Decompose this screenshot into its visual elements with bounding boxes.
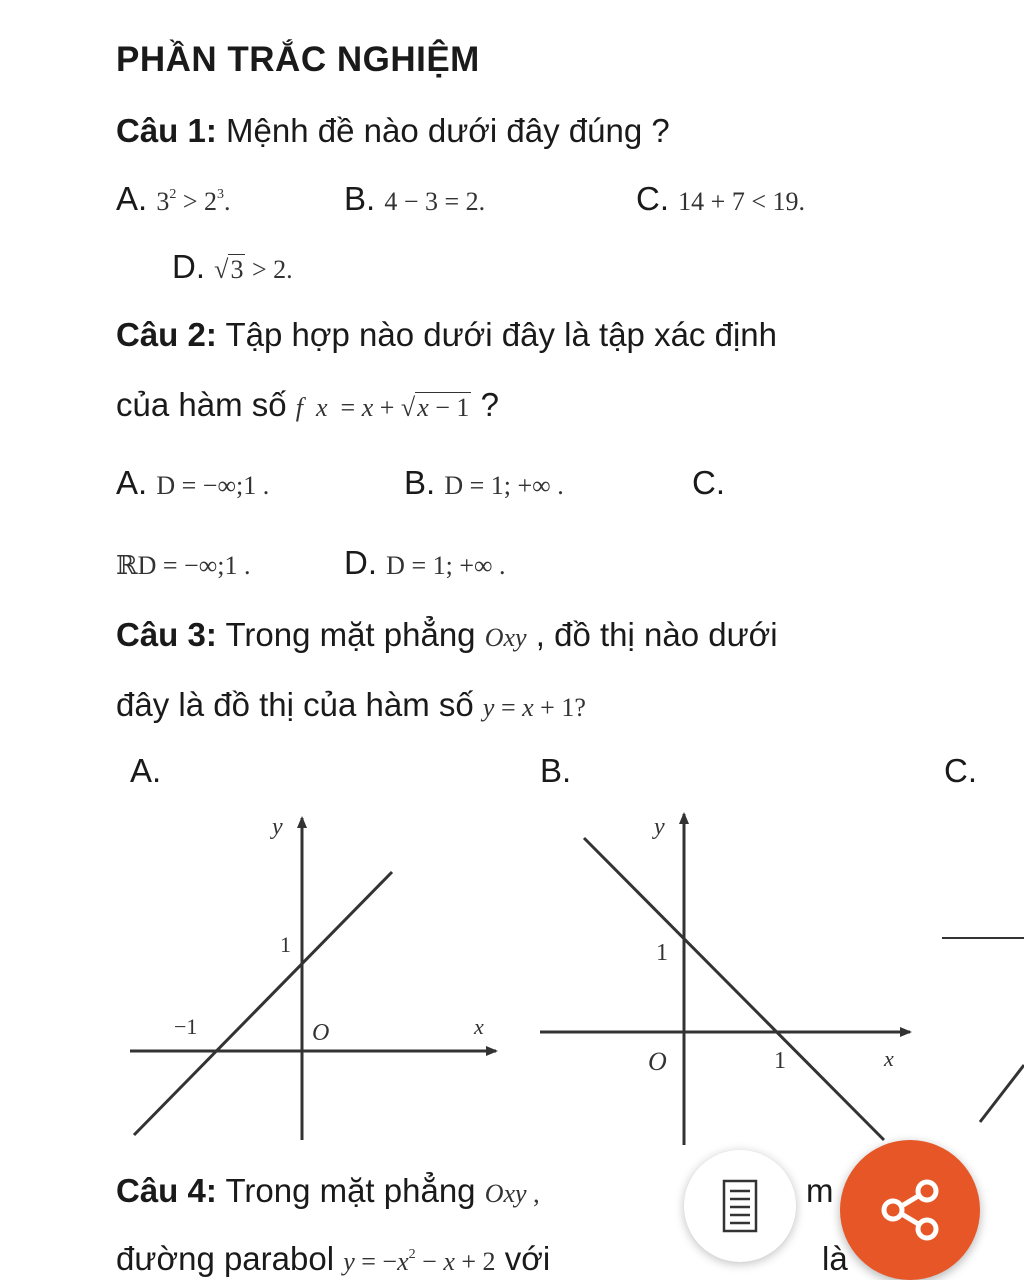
q2-option-a[interactable] [116, 464, 269, 502]
question-3-label: Câu 3: [116, 616, 217, 653]
graph-b-y-label: y [654, 814, 665, 840]
q3-option-c[interactable]: C. [944, 752, 977, 789]
question-2 [116, 316, 777, 354]
q2-option-c[interactable] [116, 544, 250, 582]
question-4-line2-tail: là [822, 1240, 848, 1277]
question-3-text-line2: đây là đồ thị của hàm số [116, 686, 474, 723]
q2-option-a-expr: D = −∞;1 . [156, 471, 270, 500]
question-4-line2 [116, 1240, 550, 1278]
q2-option-c-letter[interactable]: C. [692, 464, 725, 501]
question-2-text-line2: của hàm số [116, 386, 287, 423]
question-1-text: Mệnh đề nào dưới đây đúng ? [226, 112, 670, 149]
graph-b-origin: O [648, 1047, 667, 1076]
q1-option-a[interactable] [116, 180, 231, 218]
question-3 [116, 616, 778, 654]
graph-a-tick-1: 1 [280, 932, 291, 957]
q2-option-c-expr: ℝD = −∞;1 . [116, 551, 251, 580]
q2-option-b-letter: B. [404, 464, 436, 501]
q2-option-d[interactable] [344, 544, 506, 582]
q1-option-d-expr: √3 > 2. [214, 255, 293, 284]
q2-option-d-expr: D = 1; +∞ . [386, 551, 506, 580]
q3-option-b[interactable]: B. [540, 752, 572, 789]
graph-a [120, 800, 520, 1150]
graph-b [528, 800, 924, 1150]
question-3-line2 [116, 686, 586, 724]
q1-option-c-letter: C. [636, 180, 669, 217]
question-4-text-line1: Trong mặt phẳng [225, 1172, 476, 1209]
question-4-function: $y = -x^2 - x + 2$ [343, 1247, 496, 1276]
q1-option-c-expr: 14 + 7 < 19. [678, 187, 805, 216]
q1-option-a-letter: A. [116, 180, 148, 217]
graph-a-y-label: y [272, 814, 283, 840]
q2-option-a-letter: A. [116, 464, 148, 501]
graph-a-line [134, 872, 392, 1135]
question-4-text-line2-mid: với [504, 1240, 551, 1277]
graph-a-tick-neg1: −1 [174, 1014, 198, 1039]
question-3-function: y = x + 1? [482, 693, 586, 722]
question-2-qmark: ? [480, 386, 499, 423]
q2-option-d-letter: D. [344, 544, 377, 581]
question-3-text-line1b: , đồ thị nào dưới [535, 616, 778, 653]
question-4 [116, 1172, 540, 1210]
q1-option-d[interactable] [172, 248, 293, 286]
share-button[interactable] [840, 1140, 980, 1280]
graph-b-line [584, 838, 884, 1140]
document-icon [720, 1177, 760, 1235]
q1-option-b-expr: 4 − 3 = 2. [384, 187, 486, 216]
q1-option-b[interactable] [344, 180, 485, 218]
question-2-label: Câu 2: [116, 316, 217, 353]
question-3-text-line1: Trong mặt phẳng [225, 616, 476, 653]
question-4-line1-tail: m [806, 1172, 834, 1209]
question-4-label: Câu 4: [116, 1172, 217, 1209]
q1-option-d-expr-tail: > 2. [251, 255, 293, 284]
question-2-line2 [116, 386, 499, 424]
section-title: PHẦN TRẮC NGHIỆM [116, 40, 480, 79]
graph-a-origin: O [312, 1020, 330, 1046]
question-1 [116, 112, 670, 150]
graph-b-x-label: x [884, 1046, 894, 1071]
q1-option-c[interactable] [636, 180, 805, 218]
question-4-text-line2: đường parabol [116, 1240, 335, 1277]
graph-b-tick-x1: 1 [774, 1048, 786, 1074]
document-menu-button[interactable] [684, 1150, 796, 1262]
q1-option-a-expr: $3^2 > 2^3$. [156, 187, 231, 216]
graph-c [940, 900, 1024, 1140]
q3-option-a[interactable]: A. [130, 752, 162, 789]
q2-option-b-expr: D = 1; +∞ . [444, 471, 564, 500]
question-2-function: f x = x + √x − 1 [295, 393, 470, 422]
graph-b-tick-y1: 1 [656, 940, 668, 966]
graph-a-x-label: x [474, 1014, 484, 1039]
question-3-plane: Oxy [484, 623, 527, 652]
q2-option-b[interactable] [404, 464, 564, 502]
question-4-plane: Oxy , [484, 1179, 540, 1208]
question-2-text-line1: Tập hợp nào dưới đây là tập xác định [225, 316, 777, 353]
share-icon [875, 1175, 945, 1245]
graph-c-line [980, 1065, 1024, 1122]
question-1-label: Câu 1: [116, 112, 217, 149]
q1-option-d-letter: D. [172, 248, 205, 285]
q1-option-b-letter: B. [344, 180, 376, 217]
